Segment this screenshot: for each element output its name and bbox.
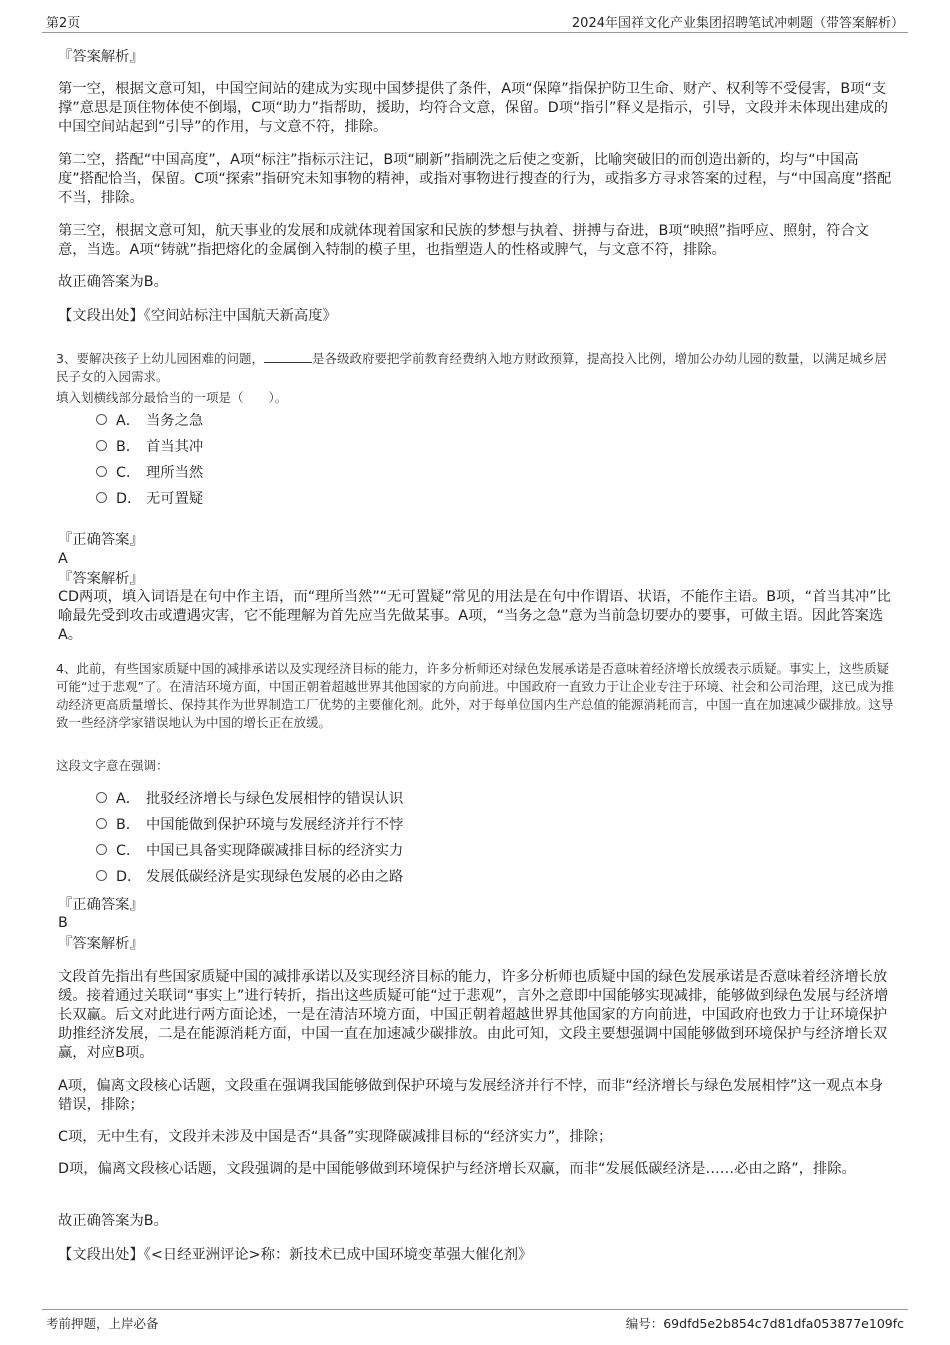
- q4-analysis-para-3: C项，无中生有，文段并未涉及中国是否“具备”实现降碳减排目标的“经济实力”，排除；: [58, 1129, 613, 1145]
- radio-icon[interactable]: [96, 440, 107, 451]
- document-title: 2024年国祥文化产业集团招聘笔试冲刺题（带答案解析）: [571, 16, 904, 31]
- q3-option-b[interactable]: B． 首当其冲: [96, 438, 203, 457]
- q3-stem-start: 3、要解决孩子上幼儿园困难的问题，: [56, 351, 264, 366]
- q4-option-a[interactable]: A． 批驳经济增长与绿色发展相悖的错误认识: [96, 790, 403, 809]
- q4-instruction: 这段文字意在强调：: [56, 758, 169, 773]
- q4-answer: B: [58, 915, 68, 931]
- q4-option-d[interactable]: D． 发展低碳经济是实现绿色发展的必由之路: [96, 868, 403, 887]
- radio-icon[interactable]: [96, 492, 107, 503]
- q3-option-d[interactable]: D． 无可置疑: [96, 490, 203, 509]
- q3-answer-label: 『正确答案』: [58, 532, 144, 548]
- q2-conclusion: 故正确答案为B。: [58, 274, 168, 290]
- footer-doc-id: 编号：69dfd5e2b854c7d81dfa053877e109fc: [625, 1316, 904, 1331]
- q4-source: 【文段出处】《<日经亚洲评论>称：新技术已成中国环境变革强大催化剂》: [58, 1247, 533, 1263]
- page-number: 第2页: [46, 16, 81, 31]
- footer-slogan: 考前押题，上岸必备: [46, 1316, 159, 1331]
- q4-analysis-para-4: D项，偏离文段核心话题，文段强调的是中国能够做到环境保护与经济增长双赢，而非“发展低碳经济是……必由之路”，排除。: [58, 1161, 856, 1177]
- q3-instruction: 填入划横线部分最恰当的一项是（ ）。: [56, 390, 288, 405]
- q3-option-a[interactable]: A． 当务之急: [96, 412, 203, 431]
- q2-source: 【文段出处】《空间站标注中国航天新高度》: [58, 308, 337, 324]
- q4-option-b[interactable]: B． 中国能做到保护环境与发展经济并行不悖: [96, 816, 403, 835]
- q4-analysis-label: 『答案解析』: [58, 936, 144, 952]
- q2-analysis-para-2: 第二空，搭配“中国高度”，A项“标注”指标示注记，B项“刷新”指刷洗之后使之变新，比喻突破旧的而创造出新的，均与“中国高度”搭配恰当，保留。C项“探索”指研究未知事物的精神，或指对事物进行搜查的行为，或指多方寻求答案的过程，与“中国高度”搭配不当，排除。: [58, 152, 892, 206]
- header-divider: [42, 32, 908, 33]
- q3-analysis-label: 『答案解析』: [58, 571, 144, 587]
- radio-icon[interactable]: [96, 870, 107, 881]
- q3-blank: [264, 362, 312, 363]
- q3-stem-end: 是各级政府要把学前教育经费纳入地方财政预算，提高投入比例，增加公办幼儿园的数量，以满足城乡居民子女的入园需求。: [56, 351, 887, 384]
- radio-icon[interactable]: [96, 844, 107, 855]
- q3-stem: [56, 350, 896, 386]
- footer-divider: [42, 1309, 908, 1310]
- q3-answer: A: [58, 551, 68, 567]
- q4-analysis-para-1: 文段首先指出有些国家质疑中国的减排承诺以及实现经济目标的能力，许多分析师也质疑中国的绿色发展承诺是否意味着经济增长放缓。接着通过关联词“事实上”进行转折，指出这些质疑可能“过于悲观”，言外之意即中国能够实现减排，能够做到绿色发展与经济增长双赢。后文对此进行两方面论述，一是在清洁环境方面，中国正朝着超越世界其他国家的方向前进，中国政府也致力于让环境保护助推经济发展，二是在能源消耗方面，中国一直在加速减少碳排放。由此可知，文段主要想强调中国能够做到环境保护与经济增长双赢，对应B项。: [58, 969, 889, 1061]
- q4-option-c[interactable]: C． 中国已具备实现降碳减排目标的经济实力: [96, 842, 403, 861]
- q4-answer-label: 『正确答案』: [58, 897, 144, 913]
- q2-analysis-para-3: 第三空，根据文意可知，航天事业的发展和成就体现着国家和民族的梦想与执着、拼搏与奋进，B项“映照”指呼应、照射，符合文意，当选。A项“铸就”指把熔化的金属倒入特制的模子里，也指塑造人的性格或脾气，与文意不符，排除。: [58, 223, 869, 258]
- q2-analysis-para-1: 第一空，根据文意可知，中国空间站的建成为实现中国梦提供了条件，A项“保障”指保护防卫生命、财产、权利等不受侵害，B项“支撑”意思是顶住物体使不倒塌，C项“助力”指帮助，援助，均符合文意，保留。D项“指引”释义是指示，引导，文段并未体现出建成的中国空间站起到“引导”的作用，与文意不符，排除。: [58, 81, 889, 135]
- q3-option-c[interactable]: C． 理所当然: [96, 464, 203, 483]
- radio-icon[interactable]: [96, 466, 107, 477]
- q3-analysis: CD两项，填入词语是在句中作主语，而“理所当然”“无可置疑”常见的用法是在句中作谓语、状语，不能作主语。B项，“首当其冲”比喻最先受到攻击或遭遇灾害，它不能理解为首先应当先做某事。A项，“当务之急”意为当前急切要办的要事，可做主语。因此答案选A。: [58, 589, 891, 643]
- q4-analysis-para-2: A项，偏离文段核心话题，文段重在强调我国能够做到保护环境与发展经济并行不悖，而非“经济增长与绿色发展相悖”这一观点本身错误，排除；: [58, 1078, 884, 1113]
- q2-analysis-label: 『答案解析』: [58, 49, 144, 65]
- q4-stem: 4、此前，有些国家质疑中国的减排承诺以及实现经济目标的能力，许多分析师还对绿色发展承诺是否意味着经济增长放缓表示质疑。事实上，这些质疑可能“过于悲观”了。在清洁环境方面，中国正朝着超越世界其他国家的方向前进。中国政府一直致力于让企业专注于环境、社会和公司治理，这已成为推动经济更高质量增长、保持其作为世界制造工厂优势的主要催化剂。此外，对于每单位国内生产总值的能源消耗而言，中国一直在加速减少碳排放。这导致一些经济学家错误地认为中国的增长正在放缓。: [56, 661, 894, 730]
- q4-conclusion: 故正确答案为B。: [58, 1213, 168, 1229]
- radio-icon[interactable]: [96, 792, 107, 803]
- radio-icon[interactable]: [96, 818, 107, 829]
- radio-icon[interactable]: [96, 414, 107, 425]
